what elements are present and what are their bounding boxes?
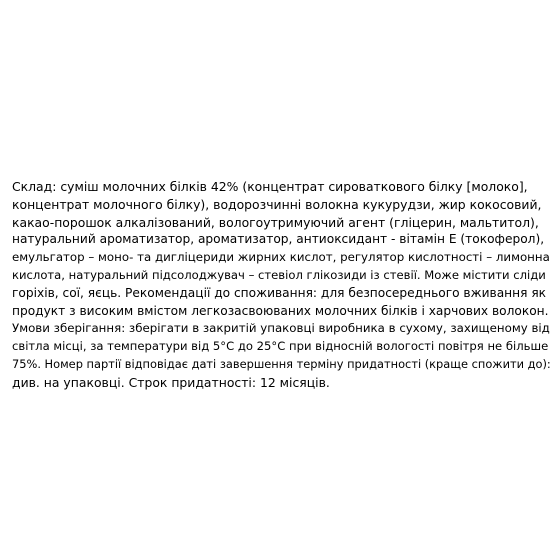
text-line: Умови зберігання: зберігати в закритій упаковці виробника в сухому, захищеному від (12, 321, 550, 336)
text-line: продукт з високим вмістом легкозасвоюваних молочних білків і харчових волокон. (12, 303, 549, 318)
ingredients-text-block (12, 178, 552, 392)
text-line: емульгатор – моно- та дигліцериди жирних кислот, регулятор кислотності – лимонна (12, 250, 550, 265)
text-line: світла місці, за температури від 5°С до 25°С при відносній вологості повітря не більше (12, 339, 549, 354)
text-line: натуральний ароматизатор, ароматизатор, антиоксидант - вітамін Е (токоферол), (12, 232, 545, 247)
text-line: див. на упаковці. Строк придатності: 12 місяців. (12, 374, 330, 390)
text-line: горіхів, сої, яєць. Рекомендації до споживання: для безпосереднього вживання як (12, 285, 547, 300)
text-line: 75%. Номер партії відповідає даті завершення терміну придатності (краще спожити до): (12, 356, 551, 371)
text-line: кислота, натуральний підсолоджувач – стевіол глікозиди із стевії. Може містити сліди (12, 267, 546, 282)
text-line: Склад: суміш молочних білків 42% (концентрат сироваткового білку [молоко], (12, 179, 528, 194)
text-line: концентрат молочного білку), водорозчинні волокна кукурудзи, жир кокосовий, (12, 196, 542, 212)
text-line: какао-порошок алкалізований, вологоутримуючий агент (гліцерин, мальтитол), (12, 214, 539, 230)
